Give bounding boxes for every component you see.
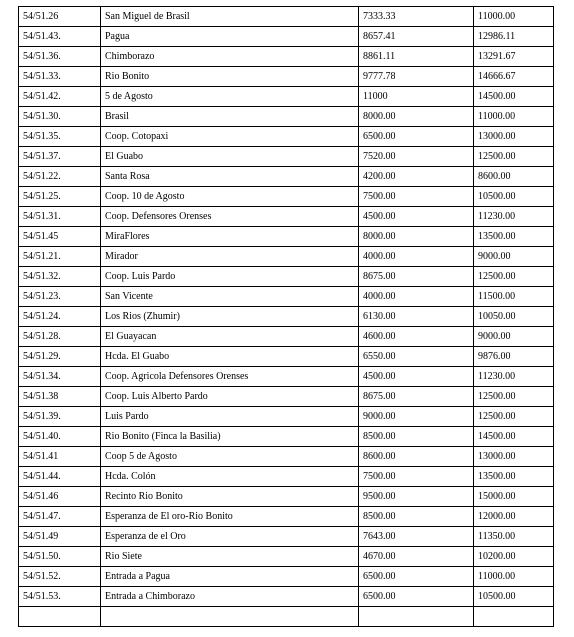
code-cell: 54/51.41 [19, 447, 101, 467]
value-1-cell: 8000.00 [359, 107, 474, 127]
value-1-cell: 7500.00 [359, 467, 474, 487]
code-cell: 54/51.26 [19, 7, 101, 27]
value-1-cell: 4500.00 [359, 207, 474, 227]
value-1-cell: 8600.00 [359, 447, 474, 467]
table-row [19, 7, 554, 27]
value-1-cell: 6500.00 [359, 587, 474, 607]
value-2-cell [474, 607, 554, 627]
value-1-cell: 6500.00 [359, 567, 474, 587]
value-2-cell: 13500.00 [474, 227, 554, 247]
table-row [19, 347, 554, 367]
table-row [19, 67, 554, 87]
location-cell: MiraFlores [101, 227, 359, 247]
table-row [19, 307, 554, 327]
table-row [19, 447, 554, 467]
value-1-cell: 8675.00 [359, 387, 474, 407]
value-2-cell: 12500.00 [474, 407, 554, 427]
value-2-cell: 12500.00 [474, 387, 554, 407]
code-cell: 54/51.46 [19, 487, 101, 507]
location-cell: Rio Bonito [101, 67, 359, 87]
document-page [18, 6, 553, 627]
table-row [19, 567, 554, 587]
location-cell: Esperanza de el Oro [101, 527, 359, 547]
code-cell: 54/51.37. [19, 147, 101, 167]
location-cell: Hcda. Colón [101, 467, 359, 487]
table-row [19, 487, 554, 507]
value-1-cell: 6130.00 [359, 307, 474, 327]
table-row [19, 47, 554, 67]
code-cell: 54/51.40. [19, 427, 101, 447]
value-1-cell: 8000.00 [359, 227, 474, 247]
code-cell: 54/51.34. [19, 367, 101, 387]
table-row [19, 127, 554, 147]
table-row [19, 327, 554, 347]
table-row [19, 607, 554, 627]
location-cell: Coop. 10 de Agosto [101, 187, 359, 207]
value-1-cell: 8675.00 [359, 267, 474, 287]
table-row [19, 207, 554, 227]
code-cell: 54/51.42. [19, 87, 101, 107]
code-cell: 54/51.33. [19, 67, 101, 87]
value-2-cell: 13291.67 [474, 47, 554, 67]
value-1-cell: 8861.11 [359, 47, 474, 67]
code-cell: 54/51.38 [19, 387, 101, 407]
value-1-cell: 8657.41 [359, 27, 474, 47]
code-cell: 54/51.35. [19, 127, 101, 147]
location-cell: Santa Rosa [101, 167, 359, 187]
value-1-cell: 4000.00 [359, 287, 474, 307]
table-row [19, 587, 554, 607]
location-cell: Coop. Luis Alberto Pardo [101, 387, 359, 407]
data-table [18, 6, 554, 627]
value-2-cell: 8600.00 [474, 167, 554, 187]
location-cell: Recinto Rio Bonito [101, 487, 359, 507]
value-1-cell: 7643.00 [359, 527, 474, 547]
code-cell: 54/51.31. [19, 207, 101, 227]
code-cell: 54/51.52. [19, 567, 101, 587]
location-cell: Entrada a Pagua [101, 567, 359, 587]
table-row [19, 247, 554, 267]
location-cell: Los Rios (Zhumir) [101, 307, 359, 327]
value-2-cell: 11350.00 [474, 527, 554, 547]
code-cell: 54/51.47. [19, 507, 101, 527]
value-2-cell: 14500.00 [474, 427, 554, 447]
table-row [19, 467, 554, 487]
code-cell: 54/51.24. [19, 307, 101, 327]
location-cell: Coop. Luis Pardo [101, 267, 359, 287]
value-1-cell: 8500.00 [359, 427, 474, 447]
code-cell: 54/51.53. [19, 587, 101, 607]
value-2-cell: 11230.00 [474, 367, 554, 387]
location-cell: Mirador [101, 247, 359, 267]
code-cell: 54/51.45 [19, 227, 101, 247]
code-cell: 54/51.23. [19, 287, 101, 307]
value-2-cell: 13000.00 [474, 127, 554, 147]
value-2-cell: 10500.00 [474, 587, 554, 607]
value-2-cell: 10050.00 [474, 307, 554, 327]
value-1-cell: 8500.00 [359, 507, 474, 527]
value-2-cell: 9000.00 [474, 247, 554, 267]
location-cell: El Guabo [101, 147, 359, 167]
value-2-cell: 12500.00 [474, 267, 554, 287]
table-row [19, 507, 554, 527]
value-1-cell: 11000 [359, 87, 474, 107]
value-1-cell: 4670.00 [359, 547, 474, 567]
table-row [19, 227, 554, 247]
value-2-cell: 13000.00 [474, 447, 554, 467]
location-cell: Luis Pardo [101, 407, 359, 427]
table-row [19, 387, 554, 407]
table-body [19, 7, 554, 627]
value-1-cell: 6500.00 [359, 127, 474, 147]
location-cell: Pagua [101, 27, 359, 47]
value-1-cell: 9500.00 [359, 487, 474, 507]
code-cell: 54/51.22. [19, 167, 101, 187]
value-2-cell: 11000.00 [474, 567, 554, 587]
location-cell: Coop. Defensores Orenses [101, 207, 359, 227]
location-cell: San Miguel de Brasil [101, 7, 359, 27]
location-cell: Entrada a Chimborazo [101, 587, 359, 607]
code-cell: 54/51.49 [19, 527, 101, 547]
table-row [19, 107, 554, 127]
table-row [19, 267, 554, 287]
location-cell: Coop. Agricola Defensores Orenses [101, 367, 359, 387]
code-cell: 54/51.39. [19, 407, 101, 427]
value-2-cell: 14500.00 [474, 87, 554, 107]
value-1-cell: 7333.33 [359, 7, 474, 27]
value-2-cell: 13500.00 [474, 467, 554, 487]
table-row [19, 87, 554, 107]
value-2-cell: 9876.00 [474, 347, 554, 367]
code-cell [19, 607, 101, 627]
value-1-cell: 4600.00 [359, 327, 474, 347]
location-cell: El Guayacan [101, 327, 359, 347]
code-cell: 54/51.44. [19, 467, 101, 487]
table-row [19, 167, 554, 187]
table-row [19, 427, 554, 447]
value-1-cell: 4000.00 [359, 247, 474, 267]
value-2-cell: 12500.00 [474, 147, 554, 167]
code-cell: 54/51.32. [19, 267, 101, 287]
value-1-cell: 6550.00 [359, 347, 474, 367]
table-row [19, 367, 554, 387]
value-2-cell: 11000.00 [474, 107, 554, 127]
table-row [19, 187, 554, 207]
value-1-cell: 4500.00 [359, 367, 474, 387]
value-2-cell: 11230.00 [474, 207, 554, 227]
location-cell: San Vicente [101, 287, 359, 307]
value-1-cell [359, 607, 474, 627]
value-1-cell: 7520.00 [359, 147, 474, 167]
value-1-cell: 4200.00 [359, 167, 474, 187]
code-cell: 54/51.36. [19, 47, 101, 67]
value-2-cell: 10200.00 [474, 547, 554, 567]
location-cell: 5 de Agosto [101, 87, 359, 107]
location-cell: Rio Siete [101, 547, 359, 567]
value-2-cell: 14666.67 [474, 67, 554, 87]
value-2-cell: 9000.00 [474, 327, 554, 347]
value-2-cell: 11500.00 [474, 287, 554, 307]
value-2-cell: 11000.00 [474, 7, 554, 27]
location-cell [101, 607, 359, 627]
table-row [19, 547, 554, 567]
location-cell: Hcda. El Guabo [101, 347, 359, 367]
table-row [19, 27, 554, 47]
value-2-cell: 12000.00 [474, 507, 554, 527]
location-cell: Esperanza de El oro-Rio Bonito [101, 507, 359, 527]
location-cell: Coop 5 de Agosto [101, 447, 359, 467]
value-1-cell: 9777.78 [359, 67, 474, 87]
location-cell: Brasil [101, 107, 359, 127]
location-cell: Rio Bonito (Finca la Basilia) [101, 427, 359, 447]
value-1-cell: 9000.00 [359, 407, 474, 427]
code-cell: 54/51.21. [19, 247, 101, 267]
location-cell: Chimborazo [101, 47, 359, 67]
code-cell: 54/51.28. [19, 327, 101, 347]
code-cell: 54/51.30. [19, 107, 101, 127]
value-2-cell: 15000.00 [474, 487, 554, 507]
table-row [19, 527, 554, 547]
table-row [19, 287, 554, 307]
code-cell: 54/51.29. [19, 347, 101, 367]
location-cell: Coop. Cotopaxi [101, 127, 359, 147]
value-2-cell: 12986.11 [474, 27, 554, 47]
value-1-cell: 7500.00 [359, 187, 474, 207]
table-row [19, 147, 554, 167]
code-cell: 54/51.43. [19, 27, 101, 47]
table-row [19, 407, 554, 427]
code-cell: 54/51.25. [19, 187, 101, 207]
code-cell: 54/51.50. [19, 547, 101, 567]
value-2-cell: 10500.00 [474, 187, 554, 207]
